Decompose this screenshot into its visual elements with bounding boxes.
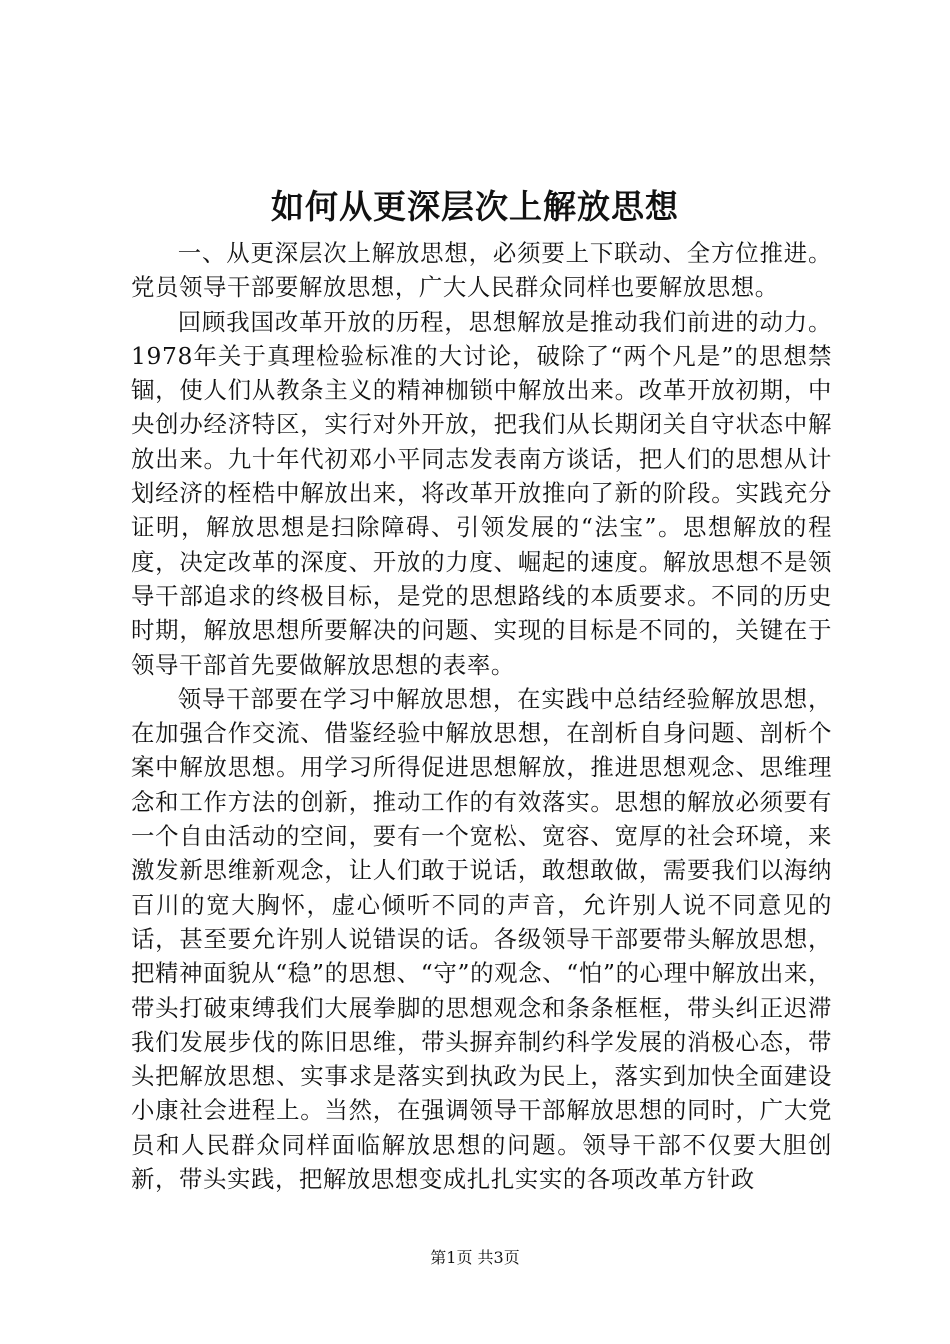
- paragraph-2: 回顾我国改革开放的历程，思想解放是推动我们前进的动力。1978年关于真理检验标准的大讨论，破除了“两个凡是”的思想禁锢，使人们从教条主义的精神枷锁中解放出来。改革开放初期，中央创办经济特区，实行对外开放，把我们从长期闭关自守状态中解放出来。九十年代初邓小平同志发表南方谈话，把人们的思想从计划经济的桎梏中解放出来，将改革开放推向了新的阶段。实践充分证明，解放思想是扫除障碍、引领发展的“法宝”。思想解放的程度，决定改革的深度、开放的力度、崛起的速度。解放思想不是领导干部追求的终极目标，是党的思想路线的本质要求。不同的历史时期，解放思想所要解决的问题、实现的目标是不同的，关键在于领导干部首先要做解放思想的表率。: [131, 307, 832, 679]
- paragraph-3: 领导干部要在学习中解放思想，在实践中总结经验解放思想，在加强合作交流、借鉴经验中解放思想，在剖析自身问题、剖析个案中解放思想。用学习所得促进思想解放，推进思想观念、思维理念和工作方法的创新，推动工作的有效落实。思想的解放必须要有一个自由活动的空间，要有一个宽松、宽容、宽厚的社会环境，来激发新思维新观念，让人们敢于说话，敢想敢做，需要我们以海纳百川的宽大胸怀，虚心倾听不同的声音，允许别人说不同意见的话，甚至要允许别人说错误的话。各级领导干部要带头解放思想，把精神面貌从“稳”的思想、“守”的观念、“怕”的心理中解放出来，带头打破束缚我们大展拳脚的思想观念和条条框框，带头纠正迟滞我们发展步伐的陈旧思维，带头摒弃制约科学发展的消极心态，带头把解放思想、实事求是落实到执政为民上，落实到加快全面建设小康社会进程上。当然，在强调领导干部解放思想的同时，广大党员和人民群众同样面临解放思想的问题。领导干部不仅要大胆创新，带头实践，把解放思想变成扎扎实实的各项改革方针政: [131, 684, 832, 1194]
- document-title: 如何从更深层次上解放思想: [271, 187, 679, 226]
- page-footer: [0, 1247, 950, 1269]
- page-number: 第1页 共3页: [430, 1248, 520, 1267]
- paragraph-1: 一、从更深层次上解放思想，必须要上下联动、全方位推进。党员领导干部要解放思想，广大人民群众同样也要解放思想。: [131, 239, 832, 302]
- document-body: [131, 236, 832, 1196]
